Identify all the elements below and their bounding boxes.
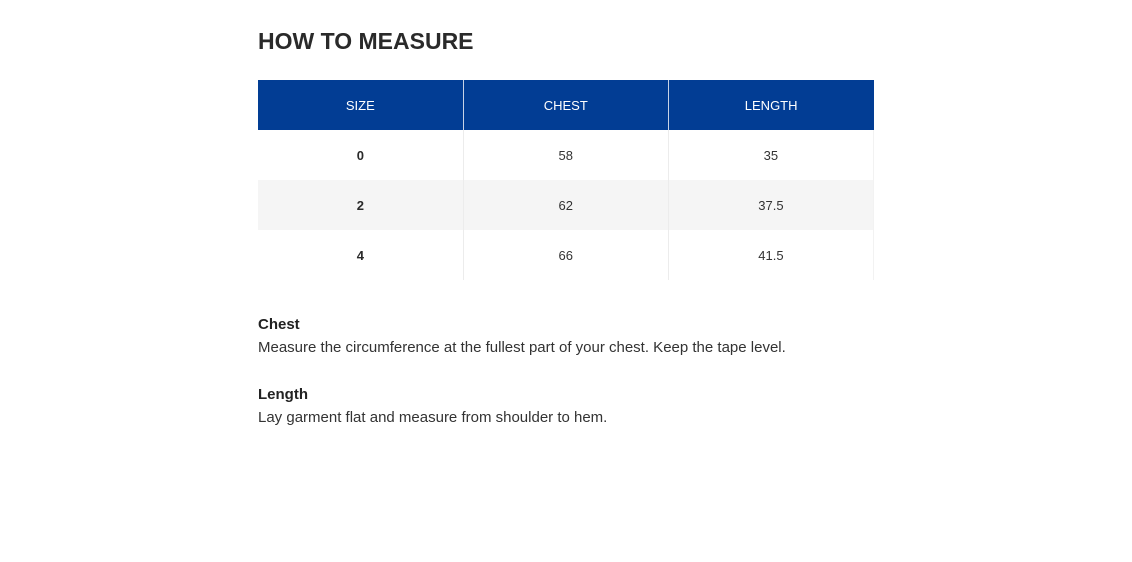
size-chart-table xyxy=(258,80,874,280)
size-cell: 0 xyxy=(258,130,463,180)
table-row xyxy=(258,130,874,180)
column-header-size: SIZE xyxy=(258,80,463,130)
length-cell: 41.5 xyxy=(668,230,873,280)
table-row xyxy=(258,230,874,280)
length-cell: 35 xyxy=(668,130,873,180)
table-header-row xyxy=(258,80,874,130)
chest-note-heading: Chest xyxy=(258,316,300,333)
measurement-notes xyxy=(258,314,874,454)
chest-cell: 62 xyxy=(463,180,668,230)
chest-cell: 66 xyxy=(463,230,668,280)
chest-note-text: Measure the circumference at the fullest part of your chest. Keep the tape level. xyxy=(258,339,786,356)
length-note-heading: Length xyxy=(258,386,308,403)
length-note xyxy=(258,384,874,430)
size-cell: 2 xyxy=(258,180,463,230)
length-note-text: Lay garment flat and measure from shoulder to hem. xyxy=(258,409,608,426)
chest-note xyxy=(258,314,874,360)
size-cell: 4 xyxy=(258,230,463,280)
column-header-chest: CHEST xyxy=(463,80,668,130)
column-header-length: LENGTH xyxy=(668,80,873,130)
page-title: HOW TO MEASURE xyxy=(258,28,474,54)
chest-cell: 58 xyxy=(463,130,668,180)
length-cell: 37.5 xyxy=(668,180,873,230)
table-row xyxy=(258,180,874,230)
